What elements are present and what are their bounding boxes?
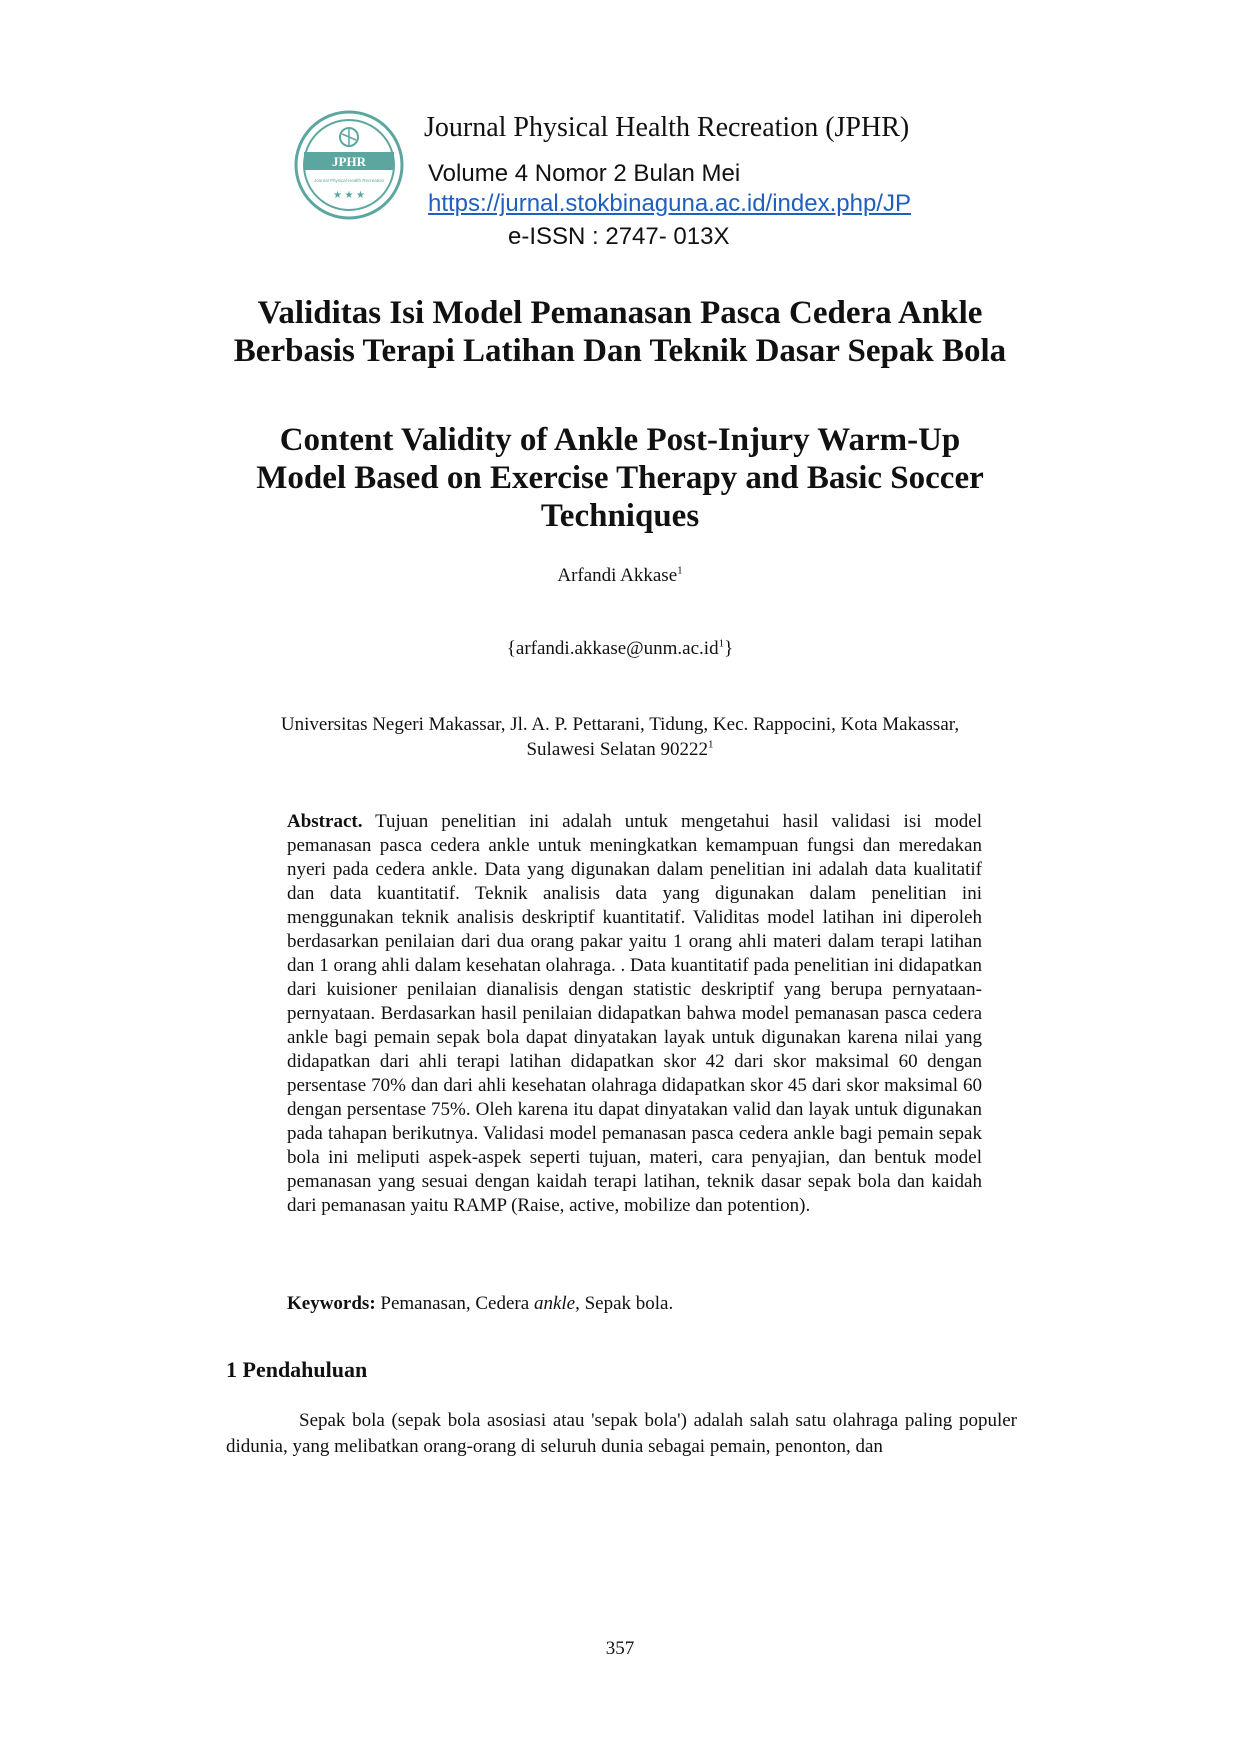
title-indonesian (170, 294, 1070, 370)
jphr-logo (294, 110, 404, 220)
logo-text: JPHR (332, 154, 366, 169)
keywords-text: Pemanasan, Cedera (380, 1293, 530, 1314)
abstract-label: Abstract. (287, 811, 363, 832)
abstract (287, 810, 982, 1218)
keywords-italic: ankle (533, 1293, 576, 1314)
title-en-line: Model Based on Exercise Therapy and Basic Soccer (256, 460, 984, 496)
journal-volume: Volume 4 Nomor 2 Bulan Mei (428, 160, 741, 187)
affiliation-line: Universitas Negeri Makassar, Jl. A. P. Pettarani, Tidung, Kec. Rappocini, Kota Makassar, (280, 714, 960, 735)
author-email (170, 638, 1070, 660)
section-heading: 1 Pendahuluan (226, 1357, 368, 1382)
journal-url-link[interactable]: https://jurnal.stokbinaguna.ac.id/index.php/JP (428, 190, 911, 217)
journal-issn: e-ISSN : 2747- 013X (508, 223, 730, 250)
author-affiliation (200, 712, 1040, 762)
keywords-text-end: , Sepak bola. (575, 1293, 674, 1314)
author-name-text: Arfandi Akkase (557, 565, 678, 586)
author-sup: 1 (677, 564, 683, 577)
title-id-line: Validitas Isi Model Pemanasan Pasca Cedera Ankle (257, 295, 983, 331)
journal-name: Journal Physical Health Recreation (JPHR) (424, 112, 910, 143)
affiliation-sup: 1 (708, 738, 714, 751)
keywords-label: Keywords: (287, 1293, 376, 1314)
logo-stars-icon: ★ ★ ★ (333, 190, 365, 201)
title-en-line: Techniques (540, 498, 700, 534)
body-paragraph: Sepak bola (sepak bola asosiasi atau 'sepak bola') adalah salah satu olahraga paling populer didunia, yang melibatkan orang-orang di seluruh dunia sebagai pemain, penonton, dan (226, 1410, 1017, 1457)
keywords (287, 1292, 982, 1316)
author-name (170, 565, 1070, 587)
affiliation-line2-text: Sulawesi Selatan 90222 (526, 739, 709, 760)
title-id-line: Berbasis Terapi Latihan Dan Teknik Dasar Sepak Bola (233, 333, 1007, 369)
title-en-line: Content Validity of Ankle Post-Injury Warm-Up (279, 422, 961, 458)
page-number: 357 (605, 1638, 635, 1659)
logo-ring-text: Journal Physical Health Recreation (313, 178, 385, 183)
affiliation-line (200, 737, 1040, 762)
email-sup: 1 (718, 637, 725, 650)
title-english (170, 421, 1070, 535)
abstract-text: Tujuan penelitian ini adalah untuk mengetahui hasil validasi isi model pemanasan pasca cedera ankle untuk meningkatkan kemampuan fungsi dan meredakan nyeri pada cedera ankle. Data yang digunakan dalam penelitian ini adalah data kualitatif dan data kuantitatif. Teknik analisis data yang digunakan dalam penelitian ini menggunakan teknik analisis deskriptif kuantitatif. Validitas model latihan ini diperoleh berdasarkan penilaian dari dua orang pakar yaitu 1 orang ahli materi dalam terapi latihan dan 1 orang ahli dalam kesehatan olahraga. . Data kuantitatif pada penelitian ini didapatkan dari kuisioner penilaian dianalisis dengan statistic deskriptif yang berupa pernyataan-pernyataan. Berdasarkan hasil penilaian didapatkan bahwa model pemanasan pasca cedera ankle bagi pemain sepak bola dapat dinyatakan layak untuk digunakan karena nilai yang didapatkan dari ahli terapi latihan didapatkan skor 42 dari skor maksimal 60 dengan persentase 70% dan dari ahli kesehatan olahraga didapatkan skor 45 dari skor maksimal 60 dengan persentase 75%. Oleh karena itu dapat dinyatakan valid dan layak untuk digunakan pada tahapan berikutnya. Validasi model pemanasan pasca cedera ankle bagi pemain sepak bola ini meliputi aspek-aspek seperti tujuan, materi, cara penyajian, dan bentuk model pemanasan yang sesuai dengan kaidah terapi latihan, teknik dasar sepak bola dan kaidah dari pemanasan yaitu RAMP (Raise, active, mobilize dan potention). (287, 811, 982, 1216)
email-close: } (724, 638, 734, 659)
email-text: {arfandi.akkase@unm.ac.id (506, 638, 719, 659)
